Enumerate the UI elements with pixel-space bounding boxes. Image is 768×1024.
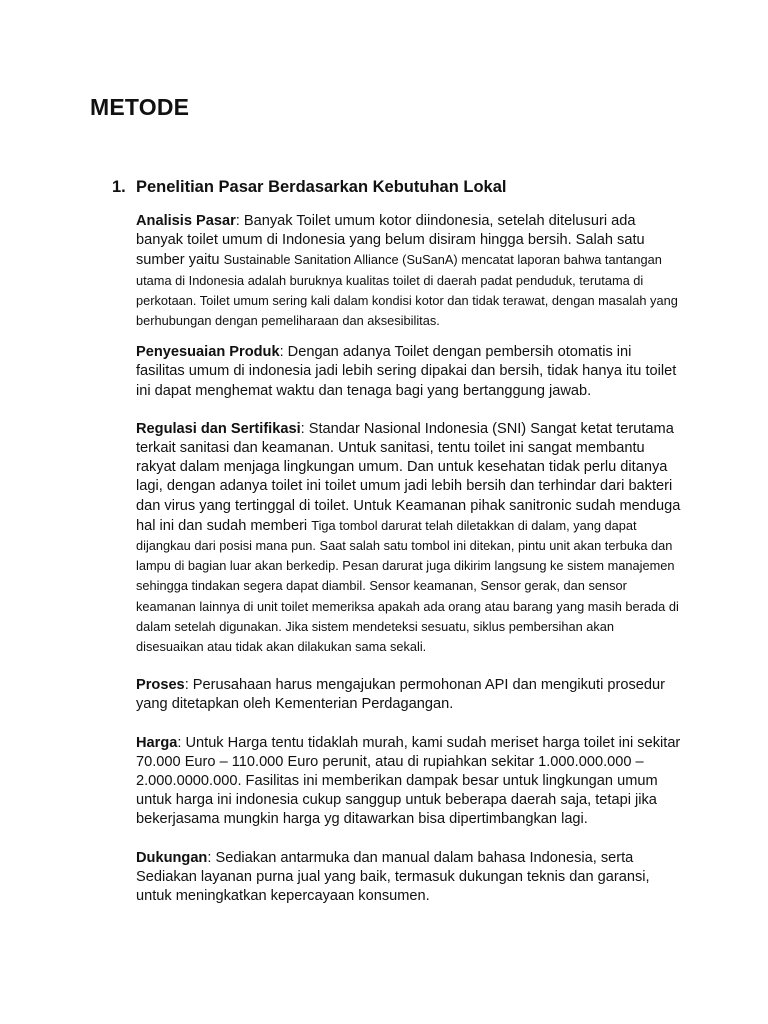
- penyesuaian-produk-text: : Dengan adanya Toilet dengan pembersih otomatis ini fasilitas umum di indonesia jadi lebih sering dipakai dan bersih, tidak hanya itu toilet ini dapat menghemat waktu dan tenaga bagi yang bertanggung jawab.: [136, 344, 677, 399]
- dukungan-label: Dukungan: [136, 849, 208, 866]
- section-heading-text: Penelitian Pasar Berdasarkan Kebutuhan Lokal: [136, 178, 507, 196]
- paragraph-regulasi-sertifikasi: [136, 420, 682, 657]
- section-number: 1.: [112, 178, 126, 196]
- analisis-pasar-label: Analisis Pasar: [136, 213, 236, 229]
- analisis-pasar-quote: Sustainable Sanitation Alliance (SuSanA) mencatat laporan bahwa tantangan utama di Indonesia adalah buruknya kualitas toilet di daerah padat penduduk, terutama di perkotaan. Toilet umum sering kali dalam kondisi kotor dan tidak terawat, dengan masalah yang berhubungan dengan pemeliharaan dan aksesibilitas.: [136, 252, 678, 329]
- paragraph-proses: [136, 676, 682, 714]
- regulasi-sertifikasi-label: Regulasi dan Sertifikasi: [136, 420, 301, 437]
- paragraph-analisis-pasar: [136, 212, 682, 331]
- proses-text: : Perusahaan harus mengajukan permohonan API dan mengikuti prosedur yang ditetapkan oleh Kementerian Perdagangan.: [136, 677, 665, 713]
- document-title: METODE: [90, 94, 190, 120]
- section-heading: [112, 178, 506, 197]
- regulasi-sertifikasi-quote: Tiga tombol darurat telah diletakkan di dalam, yang dapat dijangkau dari posisi mana pun. Saat salah satu tombol ini ditekan, pintu unit akan terbuka dan lampu di bagian luar akan berkedip. Pesan darurat juga dikirim langsung ke sistem manajemen sehingga tindakan segera dapat diambil. Sensor keamanan, Sensor gerak, dan sensor keamanan lainnya di unit toilet memeriksa apakah ada orang atau barang yang masih berada di dalam setelah digunakan. Jika sistem mendeteksi sesuatu, siklus pembersihan akan disesuaikan atau tidak akan dilakukan sama sekali.: [136, 517, 679, 655]
- penyesuaian-produk-label: Penyesuaian Produk: [136, 344, 280, 361]
- dukungan-text: : Sediakan antarmuka dan manual dalam bahasa Indonesia, serta Sediakan layanan purna jual yang baik, termasuk dukungan teknis dan garansi, untuk meningkatkan kepercayaan konsumen.: [136, 849, 650, 905]
- proses-label: Proses: [136, 677, 185, 694]
- paragraph-penyesuaian-produk: [136, 343, 682, 401]
- regulasi-sertifikasi-text: : Standar Nasional Indonesia (SNI) Sangat ketat terutama terkait sanitasi dan keamanan. Untuk sanitasi, tentu toilet ini sangat membantu rakyat dalam menjaga lingkungan umum. Dan untuk kesehatan tidak perlu ditanya lagi, dengan adanya toilet ini toilet umum jadi lebih bersih dan terhindar dari bakteri dan virus yang tertinggal di toilet. Untuk Keamanan pihak sanitronic sudah menduga hal ini dan sudah memberi: [136, 420, 681, 534]
- harga-label: Harga: [136, 734, 178, 751]
- paragraph-dukungan: [136, 849, 682, 907]
- harga-text: : Untuk Harga tentu tidaklah murah, kami sudah meriset harga toilet ini sekitar 70.000 Euro – 110.000 Euro perunit, atau di rupiahkan sekitar 1.000.000.000 – 2.000.0000.000. Fasilitas ini memberikan dampak besar untuk lingkungan umum untuk harga ini indonesia cukup sanggup untuk beberapa daerah saja, tetapi jika bekerjasama mungkin harga yg ditawarkan bisa dipertimbangkan lagi.: [136, 734, 681, 828]
- paragraph-harga: [136, 734, 682, 830]
- analisis-pasar-text: : Banyak Toilet umum kotor diindonesia, setelah ditelusuri ada banyak toilet umum di Indonesia yang belum disiram hingga bersih. Salah satu sumber yaitu: [136, 213, 645, 269]
- section-content: [136, 212, 682, 906]
